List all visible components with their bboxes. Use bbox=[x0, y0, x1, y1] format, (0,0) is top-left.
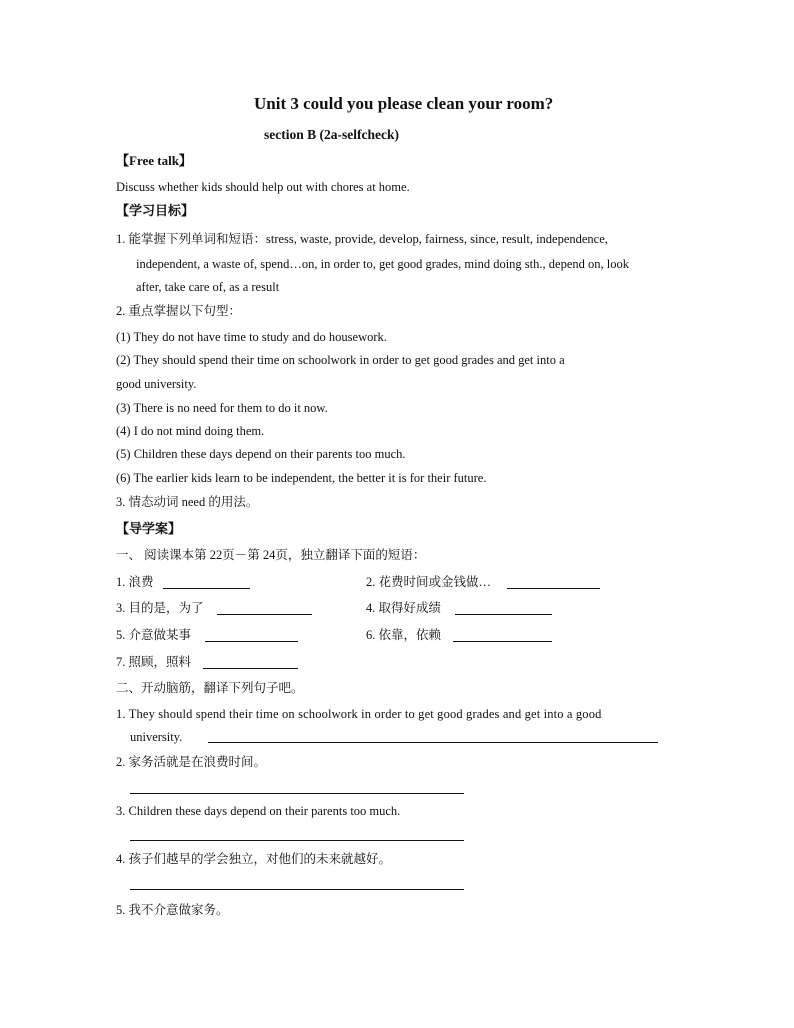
translation-answer-blank-1[interactable] bbox=[208, 742, 658, 743]
phrase-item-6: 6. 依靠，依赖 bbox=[366, 628, 442, 642]
objective-item-1-line-1: 1. 能掌握下列单词和短语：stress, waste, provide, develop, fairness, since, result, independence, bbox=[116, 232, 608, 246]
phrase-item-1: 1. 浪费 bbox=[116, 575, 154, 589]
phrase-item-2: 2. 花费时间或金钱做… bbox=[366, 575, 492, 589]
translation-answer-blank-4[interactable] bbox=[130, 889, 464, 890]
key-sentence: (2) They should spend their time on schoolwork in order to get good grades and get into a bbox=[116, 353, 565, 367]
guide-heading: 【导学案】 bbox=[116, 521, 182, 536]
objective-item-1-line-2: independent, a waste of, spend…on, in order to, get good grades, mind doing sth., depend on, look bbox=[136, 257, 629, 271]
objective-item-2: 2. 重点掌握以下句型： bbox=[116, 304, 242, 318]
phrase-answer-blank-7[interactable] bbox=[203, 668, 298, 669]
part-1-instructions: 一、 阅读课本第 22页－第 24页，独立翻译下面的短语： bbox=[116, 548, 426, 562]
key-sentence-continuation: good university. bbox=[116, 377, 197, 391]
phrase-item-5: 5. 介意做某事 bbox=[116, 628, 192, 642]
free-talk-heading: 【Free talk】 bbox=[116, 153, 192, 168]
objective-item-1-line-3: after, take care of, as a result bbox=[136, 280, 280, 294]
phrase-answer-blank-3[interactable] bbox=[217, 614, 312, 615]
translation-answer-blank-2[interactable] bbox=[130, 793, 464, 794]
key-sentence: (6) The earlier kids learn to be independent, the better it is for their future. bbox=[116, 471, 487, 485]
objective-item-3: 3. 情态动词 need 的用法。 bbox=[116, 495, 259, 509]
translation-sentence-3: 3. Children these days depend on their parents too much. bbox=[116, 804, 401, 818]
phrase-answer-blank-2[interactable] bbox=[507, 588, 600, 589]
key-sentence: (1) They do not have time to study and do housework. bbox=[116, 330, 387, 344]
phrase-item-4: 4. 取得好成绩 bbox=[366, 601, 442, 615]
translation-sentence-1: 1. They should spend their time on schoolwork in order to get good grades and get into a good bbox=[116, 707, 602, 721]
translation-answer-blank-3[interactable] bbox=[130, 840, 464, 841]
key-sentence: (5) Children these days depend on their parents too much. bbox=[116, 447, 406, 461]
translation-sentence-1-continuation: university. bbox=[130, 730, 183, 744]
key-sentence: (4) I do not mind doing them. bbox=[116, 424, 265, 438]
translation-sentence-2: 2. 家务活就是在浪费时间。 bbox=[116, 755, 267, 769]
phrase-answer-blank-4[interactable] bbox=[455, 614, 552, 615]
phrase-item-3: 3. 目的是，为了 bbox=[116, 601, 204, 615]
translation-sentence-5: 5. 我不介意做家务。 bbox=[116, 903, 229, 917]
phrase-answer-blank-6[interactable] bbox=[453, 641, 552, 642]
key-sentence: (3) There is no need for them to do it now. bbox=[116, 401, 328, 415]
phrase-item-7: 7. 照顾，照料 bbox=[116, 655, 192, 669]
translation-sentence-4: 4. 孩子们越早的学会独立，对他们的未来就越好。 bbox=[116, 852, 392, 866]
phrase-answer-blank-5[interactable] bbox=[205, 641, 298, 642]
phrase-answer-blank-1[interactable] bbox=[163, 588, 250, 589]
free-talk-text: Discuss whether kids should help out with chores at home. bbox=[116, 180, 410, 194]
page-title: Unit 3 could you please clean your room? bbox=[254, 94, 554, 113]
page-subtitle: section B (2a-selfcheck) bbox=[264, 127, 399, 142]
objectives-heading: 【学习目标】 bbox=[116, 203, 195, 218]
part-2-instructions: 二、开动脑筋，翻译下列句子吧。 bbox=[116, 681, 304, 695]
